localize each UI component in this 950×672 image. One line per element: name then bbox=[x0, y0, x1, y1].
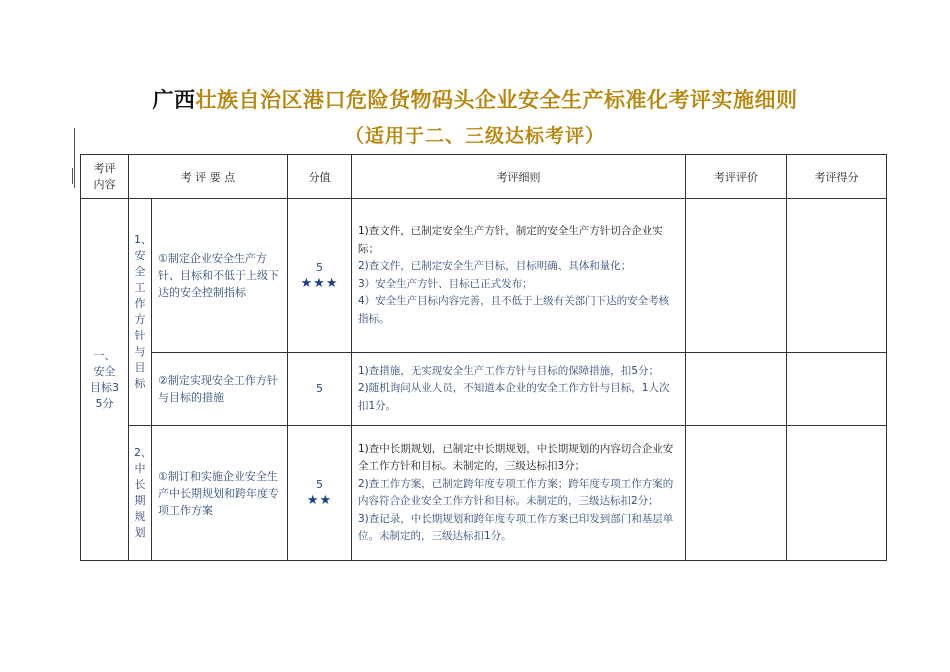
score-value: 5 bbox=[316, 260, 323, 274]
header-detail: 考评细则 bbox=[352, 155, 686, 199]
document-subtitle: （适用于二、三级达标考评） bbox=[344, 125, 605, 147]
detail-cell bbox=[352, 353, 686, 426]
section-cell-2 bbox=[129, 426, 152, 561]
detail-line: 4）安全生产目标内容完善，且不低于上级有关部门下达的安全考核指标。 bbox=[358, 295, 670, 325]
table-row bbox=[81, 199, 887, 353]
header-content-label: 考评内容 bbox=[93, 161, 116, 191]
evaluation-cell[interactable] bbox=[686, 353, 787, 426]
result-cell[interactable] bbox=[787, 426, 887, 561]
section-label-2: 2、中长期规划 bbox=[134, 446, 152, 539]
detail-line: 1)查措施，无实现安全生产工作方针与目标的保障措施，扣5分； bbox=[358, 364, 659, 377]
detail-line: 1)查中长期规划，已制定中长期规划，中长期规划的内容切合企业安全工作方针和目标。未制定的，三级达标扣3分； bbox=[358, 442, 674, 472]
detail-cell bbox=[352, 426, 686, 561]
margin-mark-small bbox=[72, 168, 73, 184]
evaluation-cell[interactable] bbox=[686, 426, 787, 561]
score-cell bbox=[288, 426, 352, 561]
title-rest: 壮族自治区港口危险货物码头企业安全生产标准化考评实施细则 bbox=[195, 87, 798, 112]
point-cell: ①制订和实施企业安全生产中长期规划和跨年度专项工作方案 bbox=[152, 426, 288, 561]
detail-line: 2)随机询问从业人员，不知道本企业的安全工作方针与目标，1人次扣1分。 bbox=[358, 382, 670, 412]
table-header-row bbox=[81, 155, 887, 199]
document-title bbox=[0, 84, 950, 114]
result-cell[interactable] bbox=[787, 199, 887, 353]
section-label-1: 1、安全工作方针与目标 bbox=[134, 233, 152, 390]
detail-line: 1)查文件，已制定安全生产方针，制定的安全生产方针切合企业实际； bbox=[358, 225, 663, 255]
result-cell[interactable] bbox=[787, 353, 887, 426]
header-score: 分值 bbox=[288, 155, 352, 199]
section-cell-1 bbox=[129, 199, 152, 426]
detail-line: 2)查工作方案，已制定跨年度专项工作方案；跨年度专项工作方案的内容符合企业安全工作方针和目标。未制定的，三级达标扣2分； bbox=[358, 477, 674, 507]
score-cell bbox=[288, 199, 352, 353]
point-cell: ②制定实现安全工作方针与目标的措施 bbox=[152, 353, 288, 426]
title-lead: 广西 bbox=[152, 87, 196, 112]
category-label: 一、安全目标35分 bbox=[90, 348, 119, 410]
detail-line: 3）安全生产方针、目标已正式发布； bbox=[358, 277, 533, 290]
star-rating-icon: ★★★ bbox=[300, 275, 339, 291]
assessment-table bbox=[80, 154, 887, 561]
table-row bbox=[81, 353, 887, 426]
table-row bbox=[81, 426, 887, 561]
detail-line: 2)查文件，已制定安全生产目标，目标明确、具体和量化； bbox=[358, 260, 632, 272]
detail-line: 3)查记录，中长期规划和跨年度专项工作方案已印发到部门和基层单位。未制定的，三级达标扣1分。 bbox=[358, 512, 674, 542]
category-cell bbox=[81, 199, 129, 561]
detail-cell bbox=[352, 199, 686, 353]
header-content bbox=[81, 155, 129, 199]
evaluation-cell[interactable] bbox=[686, 199, 787, 353]
header-evaluation: 考评评价 bbox=[686, 155, 787, 199]
point-cell: ①制定企业安全生产方针、目标和不低于上级下达的安全控制指标 bbox=[152, 199, 288, 353]
score-cell bbox=[288, 353, 352, 426]
score-value: 5 bbox=[316, 382, 323, 395]
header-points: 考 评 要 点 bbox=[129, 155, 288, 199]
star-rating-icon: ★★ bbox=[306, 493, 333, 508]
score-value: 5 bbox=[316, 478, 323, 491]
header-result: 考评得分 bbox=[787, 155, 887, 199]
